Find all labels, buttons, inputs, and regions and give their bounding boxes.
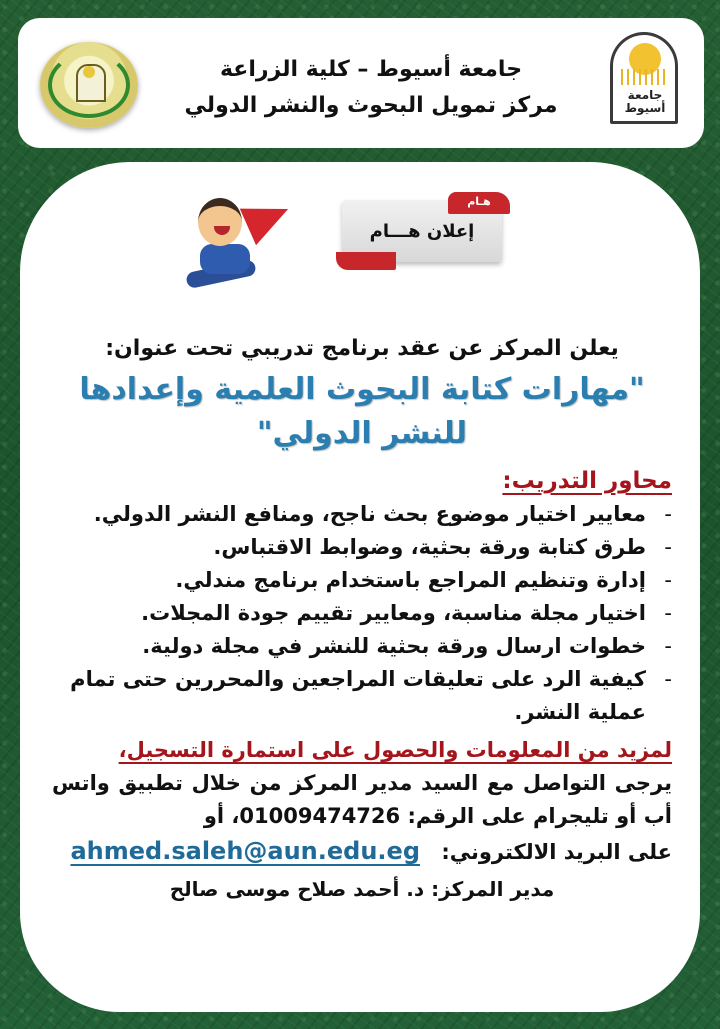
center-name: مركز تمويل البحوث والنشر الدولي [184, 93, 558, 118]
bullet-dash: - [664, 568, 672, 592]
megaphone-man-illustration [180, 192, 300, 292]
badge-label: إعلان هـــام [369, 220, 475, 242]
bullet-dash: - [664, 667, 672, 691]
topics-heading: محاور التدريب: [502, 468, 672, 494]
important-ribbon: هـام [448, 192, 510, 214]
more-info-heading: لمزيد من المعلومات والحصول على استمارة التسجيل، [118, 738, 672, 762]
director-name: د. أحمد صلاح موسى صالح [169, 877, 425, 901]
topics-list [52, 498, 672, 729]
faculty-seal-logo [40, 42, 138, 128]
mascot-head [198, 198, 242, 246]
university-logo-text: جامعة أسيوط [624, 88, 666, 115]
topic-item: - معايير اختيار موضوع بحث ناجح، ومنافع النشر الدولي. [52, 498, 672, 531]
email-line [52, 833, 672, 870]
bullet-dash: - [664, 502, 672, 526]
header-title [168, 52, 574, 124]
megaphone-icon [240, 191, 296, 245]
topic-item: - اختيار مجلة مناسبة، ومعايير تقييم جودة المجلات. [52, 597, 672, 630]
program-title: "مهارات كتابة البحوث العلمية وإعدادها للنشر الدولي" [79, 372, 645, 451]
sun-rays-icon [621, 69, 669, 85]
header-card [18, 18, 704, 148]
topic-item: - كيفية الرد على تعليقات المراجعين والمحررين حتى تمام عملية النشر. [52, 663, 672, 729]
bullet-dash: - [664, 634, 672, 658]
contact-instructions: يرجى التواصل مع السيد مدير المركز من خلال تطبيق واتس أب أو تليجرام على الرقم: 01009474726، أو [52, 771, 672, 828]
important-announcement-badge [342, 195, 502, 262]
university-faculty-name: جامعة أسيوط – كلية الزراعة [219, 57, 523, 82]
topic-item: - خطوات ارسال ورقة بحثية للنشر في مجلة دولية. [52, 630, 672, 663]
bullet-dash: - [664, 601, 672, 625]
mascot-body [200, 244, 250, 274]
bullet-dash: - [664, 535, 672, 559]
intro-text: يعلن المركز عن عقد برنامج تدريبي تحت عنوان: [105, 336, 619, 361]
topic-item: - إدارة وتنظيم المراجع باستخدام برنامج مندلي. [52, 564, 672, 597]
university-logo [610, 32, 678, 124]
sun-icon [83, 66, 95, 78]
director-line [52, 872, 672, 906]
director-label: مدير المركز: [431, 877, 555, 901]
topic-item: - طرق كتابة ورقة بحثية، وضوابط الاقتباس. [52, 531, 672, 564]
email-link[interactable]: ahmed.saleh@aun.edu.eg [70, 837, 421, 865]
email-label: على البريد الالكتروني: [441, 840, 672, 864]
announcement-content [52, 332, 672, 906]
